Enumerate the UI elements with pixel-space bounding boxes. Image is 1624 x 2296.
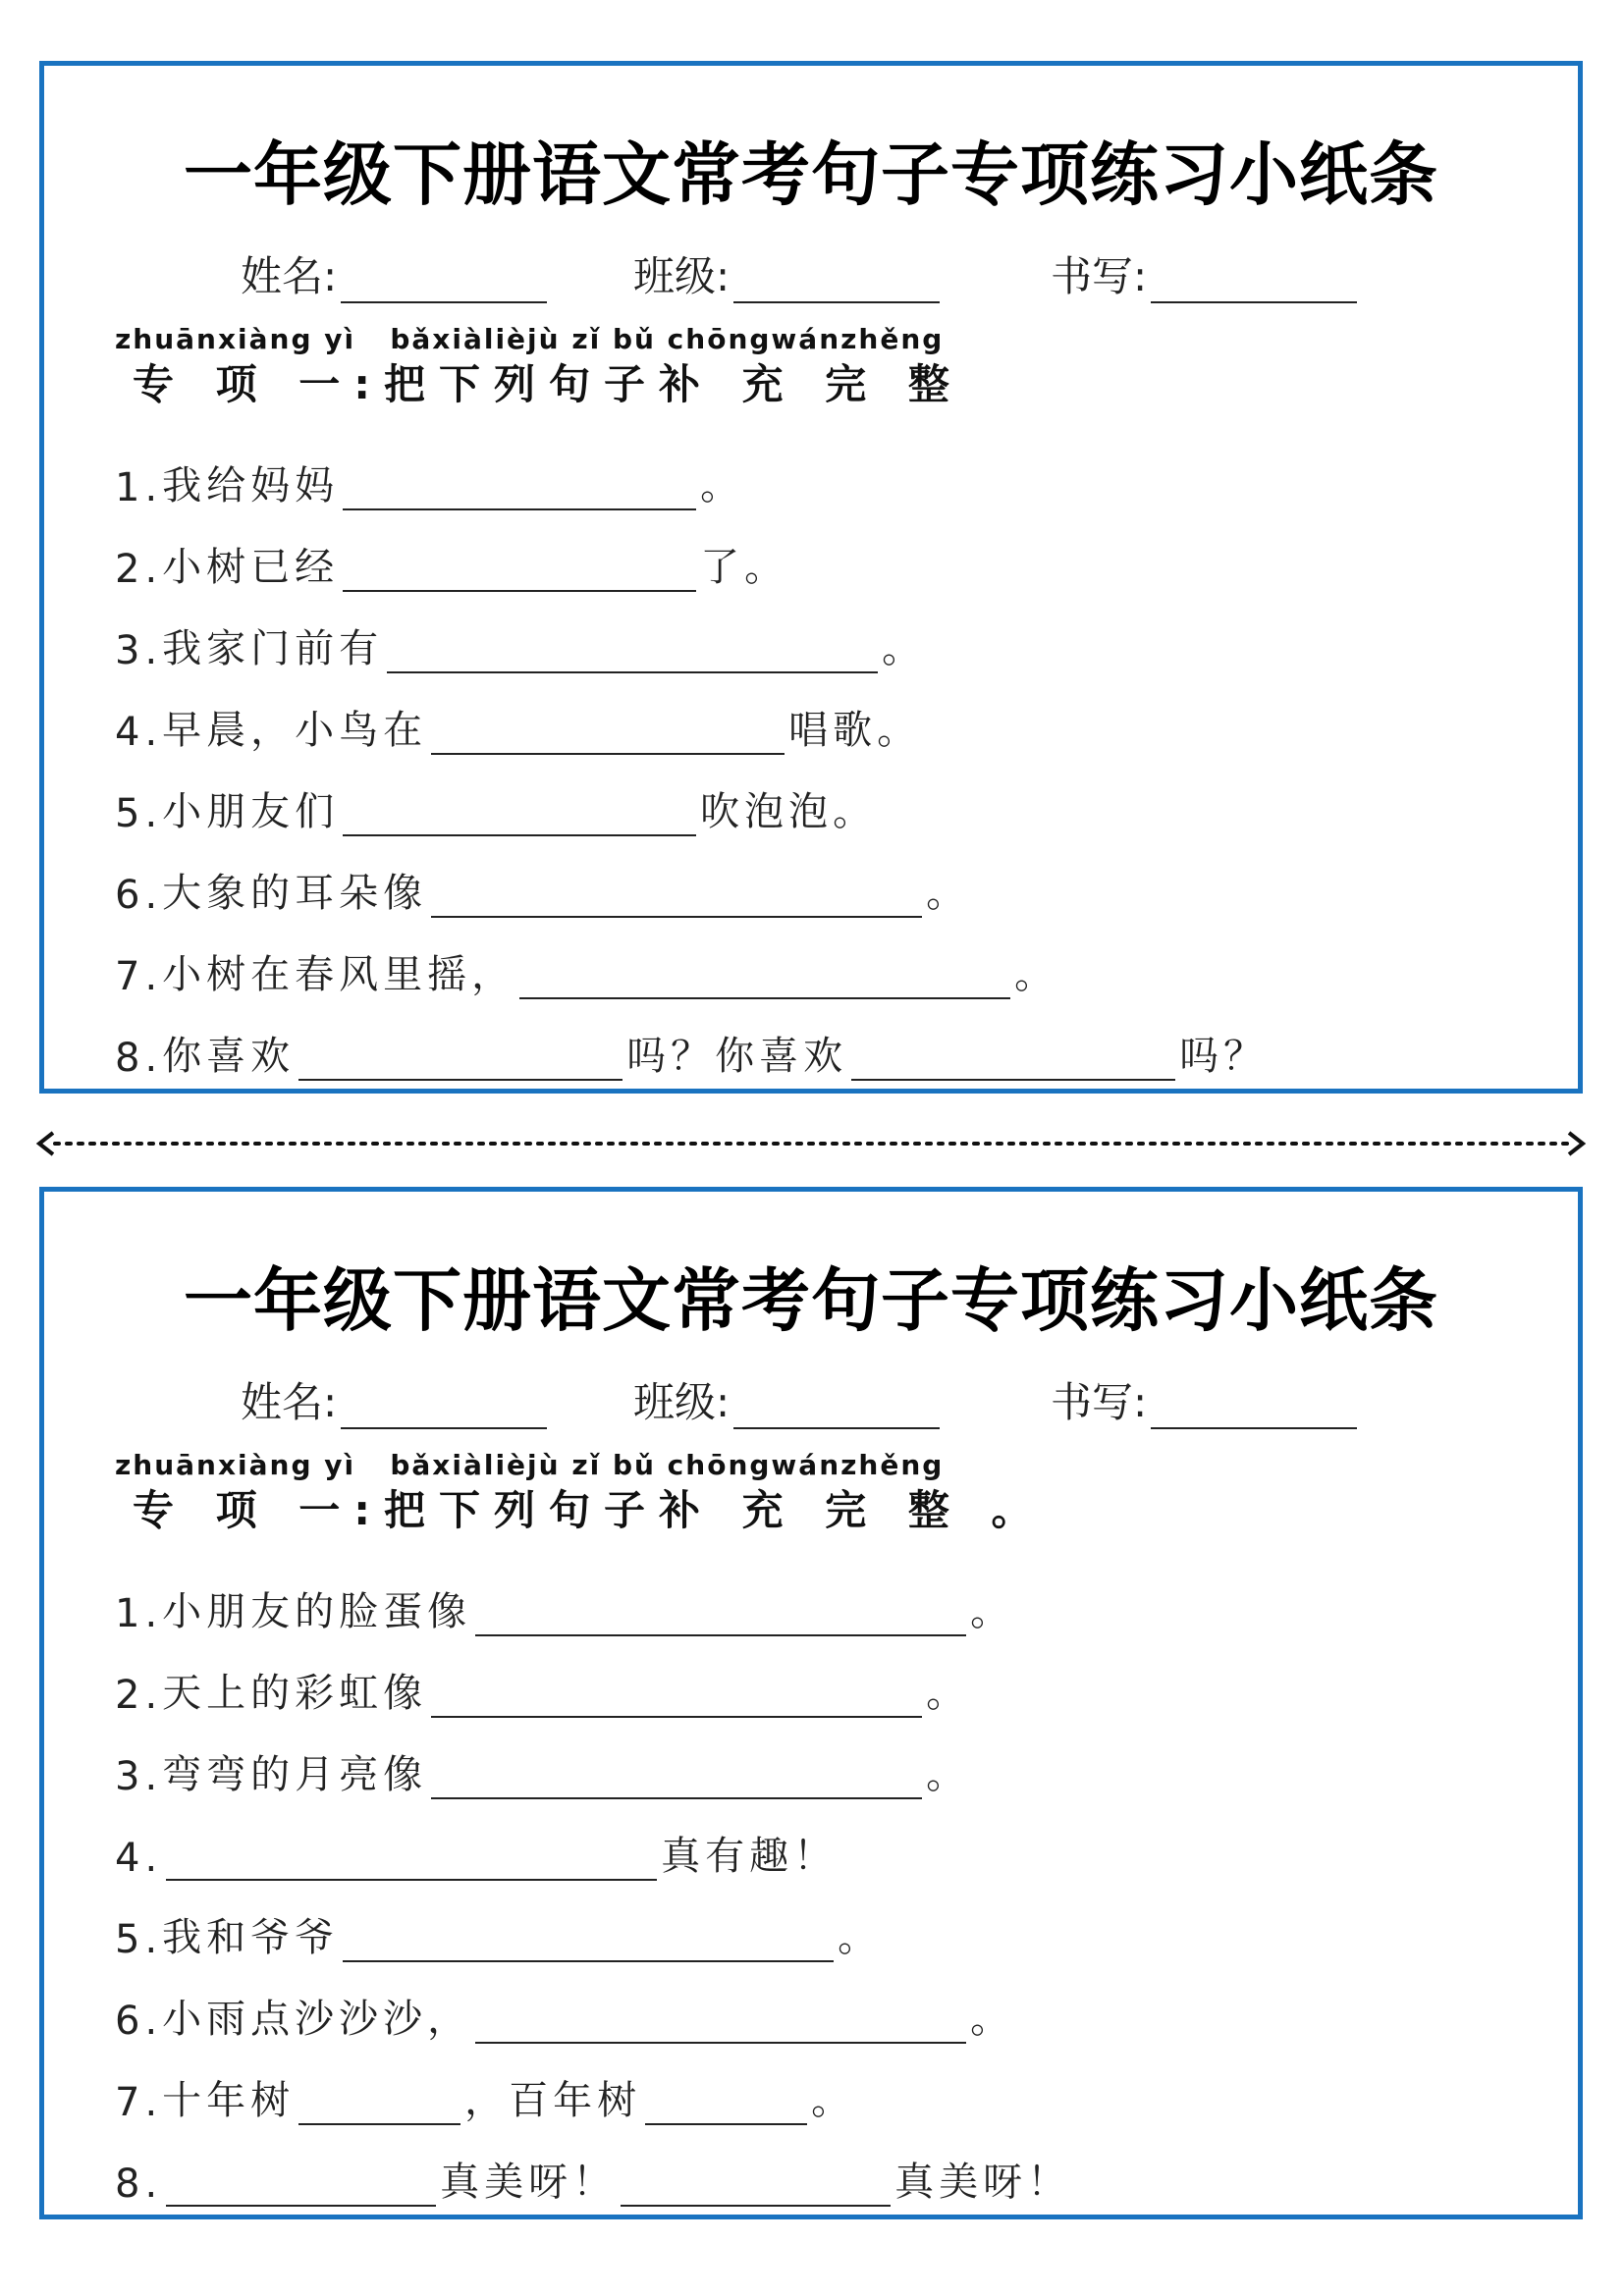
item-number: 5. [115,1917,163,1962]
answer-blank[interactable] [475,2002,966,2044]
class-blank[interactable] [733,1386,940,1429]
exercise-item [115,1962,1558,2044]
name-label: 姓名: [241,1378,338,1426]
answer-blank[interactable] [343,795,696,836]
answer-blank[interactable] [645,2084,807,2125]
exercise-item [115,429,1558,510]
item-number: 4. [115,1836,163,1881]
exercise-item [115,1636,1558,1718]
item-text-middle: 真美呀！ [440,2160,618,2205]
section-heading: 专 项 一:把下列句子补 充 完 整 。 [133,1486,1047,1534]
item-text-after: 了。 [700,545,789,590]
writing-blank[interactable] [1151,260,1357,303]
item-text-before: 我给妈妈 [162,463,340,508]
exercise-item [115,1881,1558,1962]
class-blank[interactable] [733,260,940,303]
item-text-after: 。 [970,1589,1015,1634]
item-text-after: 唱歌。 [788,708,922,753]
exercise-item [115,836,1558,918]
answer-blank[interactable] [431,1758,922,1799]
item-text-after: 。 [926,1752,971,1797]
exercise-item [115,1555,1558,1636]
right-arrow-icon [1569,1133,1583,1154]
class-label: 班级: [633,1378,731,1426]
item-text-after: 真有趣！ [661,1834,839,1879]
heading-pinyin: zhuānxiàng yì bǎxiàlièjù zǐ bǔ chōngwánzhěng [115,1449,945,1481]
practice-sheet-1 [39,61,1583,1094]
student-info-row [44,244,1578,303]
item-text-after: 。 [811,2078,856,2123]
answer-blank[interactable] [343,469,696,510]
item-text-before: 小树在春风里摇， [162,952,516,997]
item-number: 1. [115,465,163,510]
name-blank[interactable] [341,1386,547,1429]
exercise-item [115,592,1558,673]
item-number: 7. [115,2080,163,2125]
item-number: 5. [115,791,163,836]
exercise-item [115,2044,1558,2125]
item-number: 8. [115,1036,163,1081]
exercise-item [115,510,1558,592]
exercise-list [115,429,1558,1081]
name-field[interactable] [241,244,547,303]
cut-line-divider [35,1129,1587,1158]
item-number: 6. [115,873,163,918]
sheet-title: 一年级下册语文常考句子专项练习小纸条 [184,1260,1438,1341]
name-field[interactable] [241,1370,547,1429]
item-text-before: 天上的彩虹像 [162,1671,428,1716]
answer-blank[interactable] [851,1040,1175,1081]
item-text-after: 。 [882,626,927,671]
item-text-before: 早晨，小鸟在 [162,708,428,753]
class-label: 班级: [633,252,731,300]
item-text-after: 。 [970,1997,1015,2042]
writing-field[interactable] [1051,244,1357,303]
answer-blank[interactable] [343,1921,834,1962]
item-number: 1. [115,1591,163,1636]
exercise-item [115,1799,1558,1881]
item-number: 6. [115,1999,163,2044]
exercise-item [115,999,1558,1081]
practice-sheet-2 [39,1187,1583,2219]
item-text-before: 大象的耳朵像 [162,871,428,916]
item-text-after: 吹泡泡。 [700,789,878,834]
item-text-before: 我和爷爷 [162,1915,340,1960]
left-arrow-icon [39,1133,53,1154]
class-field[interactable] [633,1370,940,1429]
item-text-before: 小朋友的脸蛋像 [162,1589,472,1634]
answer-blank[interactable] [621,2165,891,2207]
exercise-item [115,2125,1558,2207]
item-text-after: 。 [926,871,971,916]
writing-label: 书写: [1051,1378,1148,1426]
item-text-before: 十年树 [162,2078,296,2123]
writing-field[interactable] [1051,1370,1357,1429]
item-text-before: 弯弯的月亮像 [162,1752,428,1797]
item-text-after: 吗？ [1179,1034,1269,1079]
item-text-middle: 吗？你喜欢 [626,1034,848,1079]
item-number: 2. [115,547,163,592]
item-text-after: 。 [700,463,745,508]
name-label: 姓名: [241,252,338,300]
heading-pinyin: zhuānxiàng yì bǎxiàlièjù zǐ bǔ chōngwánzhěng [115,323,945,355]
item-text-before: 我家门前有 [162,626,384,671]
answer-blank[interactable] [343,551,696,592]
item-text-before: 小朋友们 [162,789,340,834]
item-text-after: 真美呀！ [894,2160,1072,2205]
answer-blank[interactable] [298,1040,623,1081]
item-text-middle: ，百年树 [464,2078,642,2123]
item-text-before: 小树已经 [162,545,340,590]
answer-blank[interactable] [166,1840,657,1881]
sheet-title: 一年级下册语文常考句子专项练习小纸条 [184,134,1438,215]
item-number: 4. [115,710,163,755]
answer-blank[interactable] [519,958,1010,999]
exercise-item [115,1718,1558,1799]
answer-blank[interactable] [475,1595,966,1636]
student-info-row [44,1370,1578,1429]
section-heading: 专 项 一:把下列句子补 充 完 整 [133,360,963,408]
item-number: 2. [115,1673,163,1718]
writing-label: 书写: [1051,252,1148,300]
answer-blank[interactable] [431,877,922,918]
class-field[interactable] [633,244,940,303]
exercise-item [115,673,1558,755]
exercise-item [115,918,1558,999]
answer-blank[interactable] [298,2084,460,2125]
answer-blank[interactable] [387,632,878,673]
item-text-after: 。 [838,1915,883,1960]
exercise-item [115,755,1558,836]
item-number: 3. [115,1754,163,1799]
writing-blank[interactable] [1151,1386,1357,1429]
item-text-before: 你喜欢 [162,1034,296,1079]
item-text-after: 。 [1014,952,1059,997]
item-text-before: 小雨点沙沙沙， [162,1997,472,2042]
item-number: 8. [115,2162,163,2207]
name-blank[interactable] [341,260,547,303]
answer-blank[interactable] [166,2165,436,2207]
exercise-list [115,1555,1558,2207]
item-text-after: 。 [926,1671,971,1716]
answer-blank[interactable] [431,714,785,755]
answer-blank[interactable] [431,1677,922,1718]
item-number: 3. [115,628,163,673]
item-number: 7. [115,954,163,999]
